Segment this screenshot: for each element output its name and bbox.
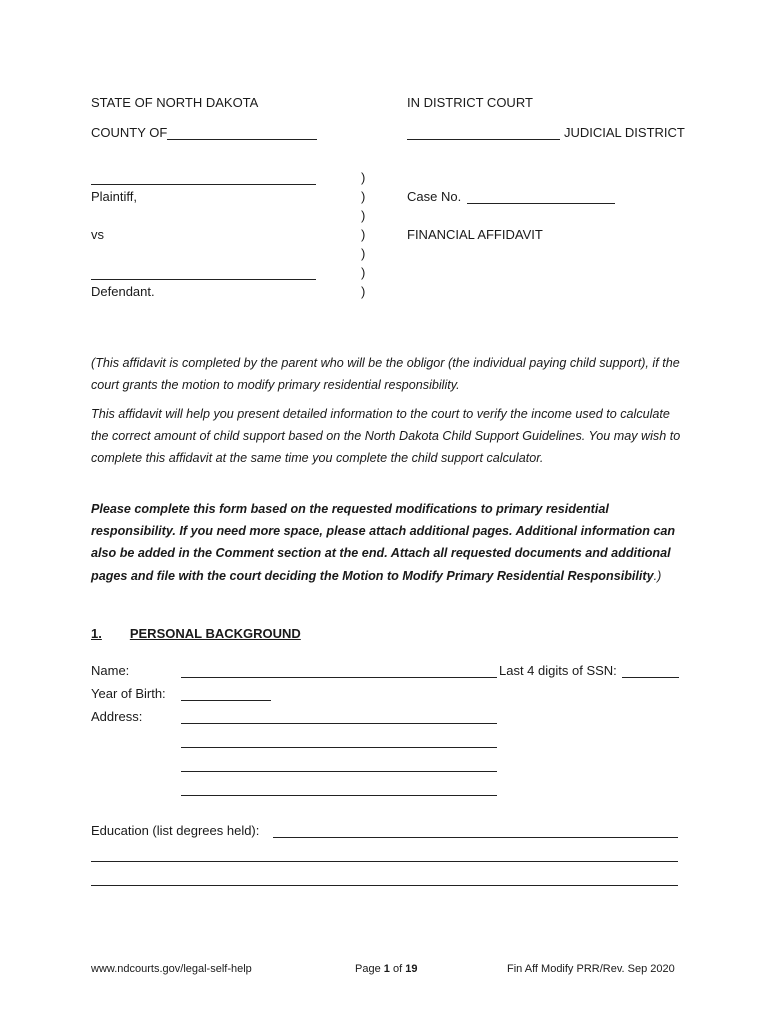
footer-page-word: Page [355, 963, 381, 975]
instruction-paragraph-2: This affidavit will help you present detailed information to the court to verify the income used to calculate the correct amount of child support based on the North Dakota Child Support Guidelines. You may wish to complete this affidavit at the same time you complete the child support calculator. [91, 407, 681, 466]
caption-paren: ) [361, 265, 366, 280]
case-number-label: Case No. [407, 189, 462, 204]
address-field-line-2[interactable] [181, 747, 497, 748]
state-heading: STATE OF NORTH DAKOTA [91, 95, 259, 110]
ssn-field[interactable] [622, 677, 679, 678]
instruction-paragraph-3 [91, 498, 681, 587]
plaintiff-name-field[interactable] [91, 184, 316, 185]
birth-year-field[interactable] [181, 700, 271, 701]
caption-paren: ) [361, 189, 366, 204]
address-field-line-3[interactable] [181, 771, 497, 772]
caption-paren: ) [361, 208, 366, 223]
address-field-line-4[interactable] [181, 795, 497, 796]
education-label: Education (list degrees held): [91, 823, 260, 838]
document-title: FINANCIAL AFFIDAVIT [407, 227, 543, 242]
plaintiff-label: Plaintiff, [91, 189, 138, 204]
section-1-heading [91, 626, 301, 641]
judicial-district-label: JUDICIAL DISTRICT [564, 125, 685, 140]
caption-paren: ) [361, 170, 366, 185]
footer-page-current: 1 [383, 963, 390, 975]
judicial-district-field[interactable] [407, 139, 560, 140]
county-label: COUNTY OF [91, 125, 168, 140]
name-label: Name: [91, 663, 130, 678]
birth-year-label: Year of Birth: [91, 686, 166, 701]
caption-paren: ) [361, 246, 366, 261]
vs-label: vs [91, 227, 104, 242]
caption-paren: ) [361, 284, 366, 299]
footer-page-of: of [392, 963, 403, 975]
defendant-label: Defendant. [91, 284, 155, 299]
court-heading: IN DISTRICT COURT [407, 95, 533, 110]
footer-page-total: 19 [405, 963, 418, 975]
address-field-line-1[interactable] [181, 723, 497, 724]
instruction-paragraph-3-end: .) [653, 568, 662, 583]
education-field-line-3[interactable] [91, 885, 678, 886]
address-label: Address: [91, 709, 143, 724]
name-field[interactable] [181, 677, 497, 678]
instruction-paragraph-3-text: Please complete this form based on the requested modifications to primary residential responsibility. If you need more space, please attach additional pages. Additional information can also be added in the Comment section at the end. Attach all requested documents and additional pages and file with the court deciding the Motion to Modify Primary Residential Responsibility [91, 502, 676, 583]
instruction-paragraph-1: (This affidavit is completed by the parent who will be the obligor (the individual paying child support), if the court grants the motion to modify primary residential responsibility. [91, 356, 680, 393]
education-field-line-2[interactable] [91, 861, 678, 862]
caption-paren: ) [361, 227, 366, 242]
county-field[interactable] [167, 139, 317, 140]
section-1-number: 1. [91, 626, 102, 641]
defendant-name-field[interactable] [91, 279, 316, 280]
education-field-line-1[interactable] [273, 837, 678, 838]
case-number-field[interactable] [467, 203, 615, 204]
footer-form-id: Fin Aff Modify PRR/Rev. Sep 2020 [507, 963, 675, 975]
footer-website: www.ndcourts.gov/legal-self-help [91, 963, 252, 975]
section-1-title: PERSONAL BACKGROUND [129, 626, 301, 641]
footer-page-number [355, 963, 417, 975]
ssn-label: Last 4 digits of SSN: [499, 663, 617, 678]
